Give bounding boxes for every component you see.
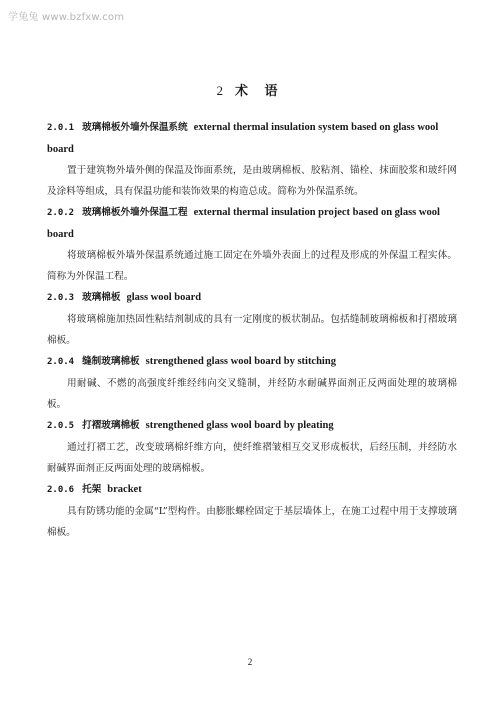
term-code: 2.0.3	[47, 293, 75, 303]
term-heading	[47, 287, 457, 309]
term-definition: 将玻璃棉施加热固性粘结剂制成的具有一定刚度的板状制品。包括缝制玻璃棉板和打褶玻璃棉板。	[47, 314, 457, 346]
term-chinese-name: 玻璃棉板	[82, 292, 121, 303]
term-heading	[47, 351, 457, 373]
term-heading	[47, 117, 457, 160]
term-definition: 置于建筑物外墙外侧的保温及饰面系统，是由玻璃棉板、胶粘剂、锚栓、抹面胶浆和玻纤网及涂料等组成，具有保温功能和装饰效果的构造总成。简称为外保温系统。	[47, 165, 457, 197]
chapter-title: 术 语	[234, 84, 284, 99]
term-code: 2.0.4	[47, 357, 75, 367]
term-code: 2.0.6	[47, 485, 75, 495]
term-chinese-name: 玻璃棉板外墙外保温系统	[82, 122, 188, 133]
term-heading	[47, 415, 457, 437]
term-code: 2.0.1	[47, 123, 75, 133]
term-entry	[47, 287, 457, 351]
term-english-name: strengthened glass wool board by stitching	[145, 356, 336, 367]
term-english-name: bracket	[107, 484, 142, 495]
term-entry	[47, 351, 457, 415]
term-code: 2.0.2	[47, 208, 75, 218]
term-english-name: strengthened glass wool board by pleating	[145, 420, 334, 431]
terms-list	[47, 117, 457, 543]
term-definition: 将玻璃棉板外墙外保温系统通过施工固定在外墙外表面上的过程及形成的外保温工程实体。简称为外保温工程。	[47, 250, 457, 282]
term-chinese-name: 打褶玻璃棉板	[82, 420, 140, 431]
chapter-heading	[0, 80, 500, 99]
term-entry	[47, 202, 457, 287]
term-chinese-name: 托架	[82, 484, 102, 495]
term-english-name: external thermal insulation project based on glass wool board	[47, 207, 440, 240]
term-entry	[47, 479, 457, 543]
term-entry	[47, 117, 457, 202]
term-definition: 具有防锈功能的金属“L”型构件。由膨胀螺栓固定于基层墙体上，在施工过程中用于支撑玻璃棉板。	[47, 506, 457, 538]
term-english-name: external thermal insulation system based on glass wool board	[47, 122, 439, 155]
page-number: 2	[247, 657, 253, 667]
term-heading	[47, 479, 457, 501]
term-code: 2.0.5	[47, 421, 75, 431]
term-english-name: glass wool board	[126, 292, 202, 303]
term-definition: 用耐碱、不燃的高强度纤维经纬向交叉缝制，并经防水耐碱界面剂正反两面处理的玻璃棉板。	[47, 378, 457, 410]
term-chinese-name: 缝制玻璃棉板	[82, 356, 140, 367]
chapter-number: 2	[216, 83, 225, 98]
term-entry	[47, 415, 457, 479]
term-chinese-name: 玻璃棉板外墙外保温工程	[82, 207, 188, 218]
term-heading	[47, 202, 457, 245]
watermark-text: 学兔兔 www.bzfxw.com	[8, 12, 125, 23]
term-definition: 通过打褶工艺，改变玻璃棉纤维方向，使纤维褶皱相互交叉形成板状，后经压制，并经防水耐碱界面剂正反两面处理的玻璃棉板。	[47, 442, 457, 474]
